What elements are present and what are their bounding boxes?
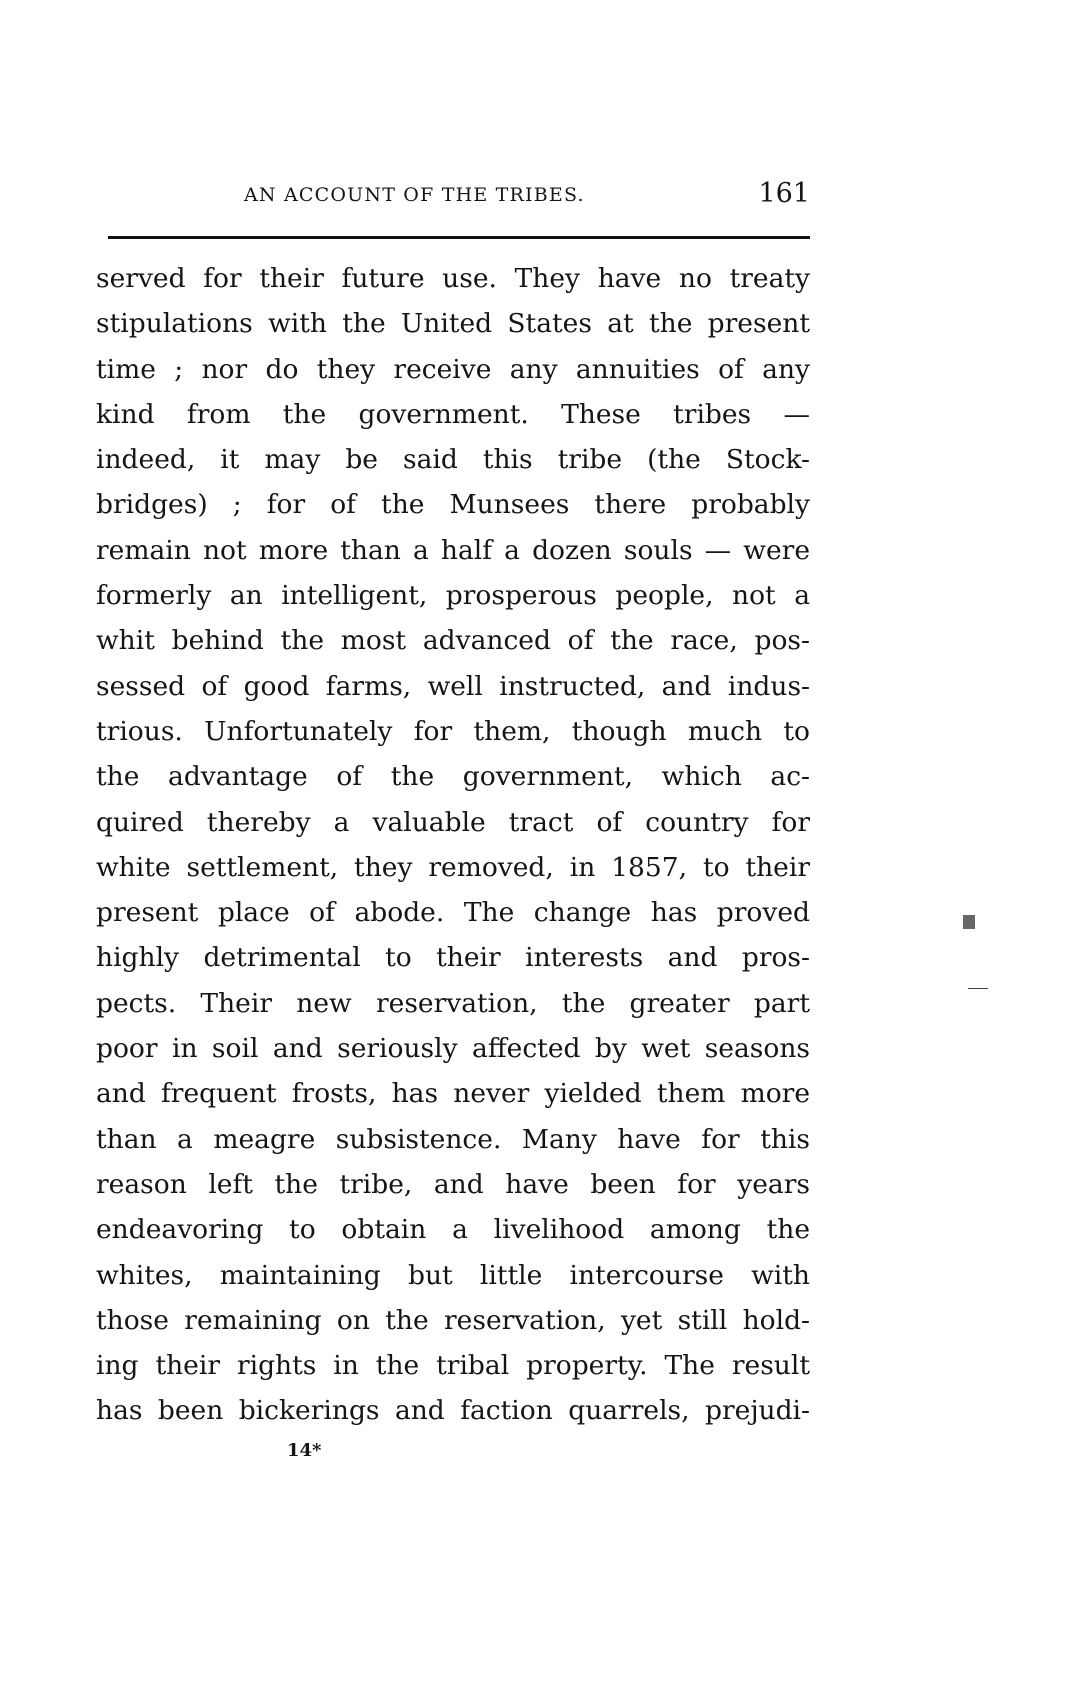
scan-artifact	[963, 915, 975, 929]
text-line: whites, maintaining but little intercourse with	[96, 1259, 810, 1291]
text-line: sessed of good farms, well instructed, and indus-	[96, 670, 810, 702]
text-line: the advantage of the government, which ac-	[96, 761, 810, 793]
text-line: reason left the tribe, and have been for years	[96, 1168, 810, 1200]
text-line: formerly an intelligent, prosperous people, not a	[96, 580, 810, 612]
text-line: endeavoring to obtain a livelihood among the	[96, 1214, 810, 1246]
scan-artifact	[968, 988, 988, 989]
text-line: pects. Their new reservation, the greater part	[96, 987, 810, 1019]
text-line: quired thereby a valuable tract of country for	[96, 806, 810, 838]
text-line: kind from the government. These tribes —	[96, 398, 810, 430]
text-line: highly detrimental to their interests and pros-	[96, 942, 810, 974]
text-line: has been bickerings and faction quarrels, prejudi-	[96, 1395, 810, 1427]
text-line: remain not more than a half a dozen souls — were	[96, 534, 810, 566]
text-line: bridges) ; for of the Munsees there probably	[96, 489, 810, 521]
text-line: present place of abode. The change has proved	[96, 897, 810, 929]
text-line: and frequent frosts, has never yielded them more	[96, 1078, 810, 1110]
signature-mark: 14*	[287, 1440, 322, 1461]
text-line: white settlement, they removed, in 1857, to their	[96, 851, 810, 883]
page-number: 161	[758, 178, 810, 209]
running-header	[96, 178, 810, 214]
text-line: trious. Unfortunately for them, though much to	[96, 715, 810, 747]
text-line: time ; nor do they receive any annuities of any	[96, 353, 810, 385]
text-line: poor in soil and seriously affected by wet seasons	[96, 1033, 810, 1065]
text-line: served for their future use. They have no treaty	[96, 263, 810, 294]
text-line: those remaining on the reservation, yet still hold-	[96, 1304, 810, 1336]
text-line: indeed, it may be said this tribe (the Stock-	[96, 444, 810, 476]
text-line: than a meagre subsistence. Many have for this	[96, 1123, 810, 1155]
text-line: whit behind the most advanced of the race, pos-	[96, 625, 810, 657]
header-rule	[108, 236, 810, 239]
body-text	[96, 256, 810, 1434]
text-line: ing their rights in the tribal property. The result	[96, 1350, 810, 1382]
running-title: AN ACCOUNT OF THE TRIBES.	[244, 184, 585, 206]
text-line: stipulations with the United States at the present	[96, 308, 810, 340]
